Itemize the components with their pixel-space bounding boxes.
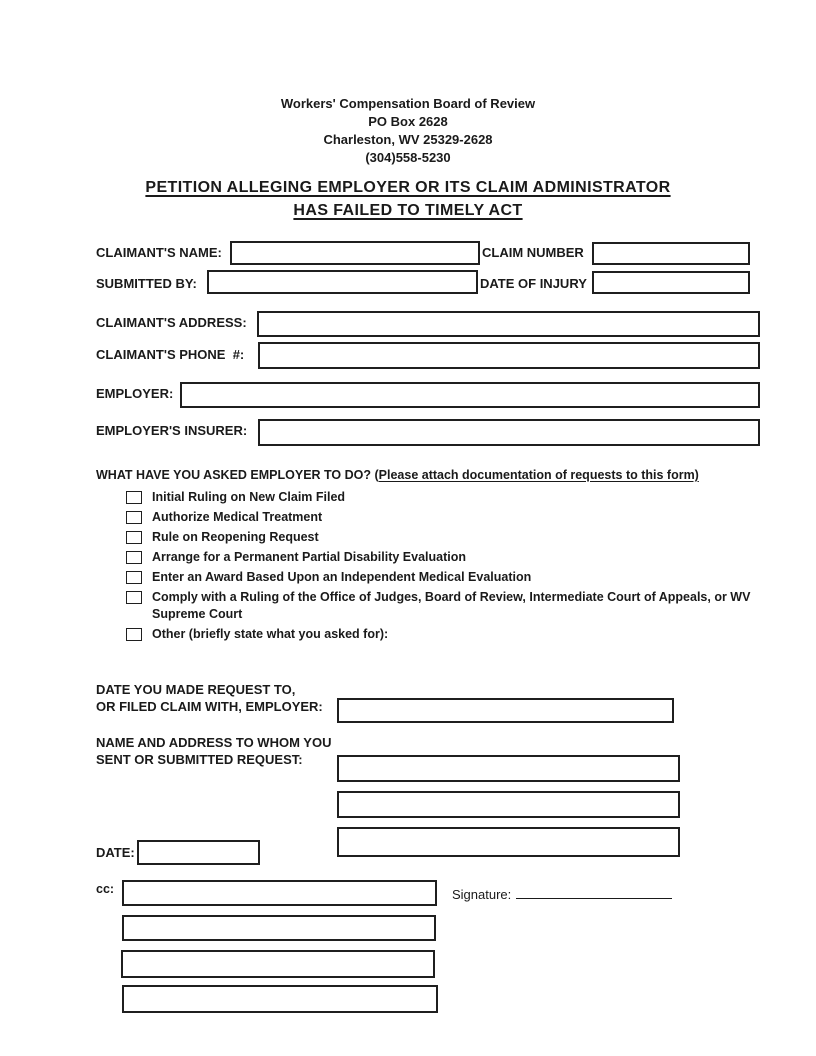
request-option-label: Initial Ruling on New Claim Filed (152, 490, 346, 504)
claim-number-label: CLAIM NUMBER (482, 245, 584, 260)
request-option-row (126, 489, 771, 506)
recipient-line1-input[interactable] (337, 755, 680, 782)
employer-label: EMPLOYER: (96, 386, 174, 401)
cc-input-2[interactable] (122, 915, 436, 941)
recipient-label-line2: SENT OR SUBMITTED REQUEST: (96, 752, 303, 767)
request-option-row (126, 509, 771, 526)
request-question-prefix: WHAT HAVE YOU ASKED EMPLOYER TO DO? ( (96, 468, 379, 482)
cc-input-1[interactable] (122, 880, 437, 906)
employer-input[interactable] (180, 382, 760, 408)
submitted-by-label: SUBMITTED BY: (96, 276, 197, 291)
date-request-label-line1: DATE YOU MADE REQUEST TO, (96, 682, 296, 697)
claimant-name-label: CLAIMANT'S NAME: (96, 245, 222, 260)
cc-input-4[interactable] (122, 985, 438, 1013)
recipient-label-line1: NAME AND ADDRESS TO WHOM YOU (96, 735, 332, 750)
letterhead (0, 95, 816, 167)
checkbox-ppd-evaluation[interactable] (126, 551, 142, 564)
checkbox-initial-ruling[interactable] (126, 491, 142, 504)
signature-area (452, 885, 672, 902)
claimant-phone-input[interactable] (258, 342, 760, 369)
checkbox-comply-with-ruling[interactable] (126, 591, 142, 604)
recipient-line3-input[interactable] (337, 827, 680, 857)
date-of-injury-input[interactable] (592, 271, 750, 294)
checkbox-other[interactable] (126, 628, 142, 641)
request-question-underlined: Please attach documentation of requests to this form) (378, 468, 699, 482)
request-option-row (126, 589, 771, 622)
date-label: DATE: (96, 845, 135, 860)
org-name: Workers' Compensation Board of Review (280, 96, 536, 111)
request-option-label: Other (briefly state what you asked for): (152, 626, 389, 641)
date-request-label-line2: OR FILED CLAIM WITH, EMPLOYER: (96, 699, 323, 714)
phone-number: (304)558-5230 (365, 150, 451, 165)
checkbox-authorize-medical-treatment[interactable] (126, 511, 142, 524)
request-option-row (126, 529, 771, 546)
claimant-phone-label: CLAIMANT'S PHONE #: (96, 347, 245, 362)
claimant-address-label: CLAIMANT'S ADDRESS: (96, 315, 247, 330)
form-title-line2: HAS FAILED TO TIMELY ACT (293, 202, 523, 219)
checkbox-ime-award[interactable] (126, 571, 142, 584)
city-state-zip: Charleston, WV 25329-2628 (323, 132, 493, 147)
request-option-label: Rule on Reopening Request (152, 530, 319, 544)
submitted-by-input[interactable] (207, 270, 478, 294)
request-option-row (126, 569, 771, 586)
form-title-line1: PETITION ALLEGING EMPLOYER OR ITS CLAIM ADMINISTRATOR (145, 179, 671, 196)
request-option-label: Comply with a Ruling of the Office of Judges, Board of Review, Intermediate Court of Appeals, or WV Supreme Court (152, 590, 751, 621)
signature-line[interactable] (516, 885, 672, 899)
cc-input-3[interactable] (121, 950, 435, 978)
request-option-row (126, 549, 771, 566)
claim-number-input[interactable] (592, 242, 750, 265)
po-box: PO Box 2628 (368, 114, 448, 129)
employers-insurer-input[interactable] (258, 419, 760, 446)
request-option-label: Enter an Award Based Upon an Independent Medical Evaluation (152, 570, 532, 584)
request-options-list (126, 489, 771, 646)
signature-label: Signature: (452, 887, 512, 902)
request-option-label: Arrange for a Permanent Partial Disability Evaluation (152, 550, 466, 564)
checkbox-rule-on-reopening[interactable] (126, 531, 142, 544)
request-option-label: Authorize Medical Treatment (152, 510, 323, 524)
recipient-line2-input[interactable] (337, 791, 680, 818)
claimant-address-input[interactable] (257, 311, 760, 337)
date-of-injury-label: DATE OF INJURY (480, 276, 587, 291)
claimant-name-input[interactable] (230, 241, 480, 265)
date-of-request-input[interactable] (337, 698, 674, 723)
employers-insurer-label: EMPLOYER'S INSURER: (96, 423, 248, 438)
request-question (96, 468, 699, 482)
cc-label: cc: (96, 882, 115, 896)
request-option-row (126, 626, 771, 643)
form-title (0, 176, 816, 222)
date-input[interactable] (137, 840, 260, 865)
